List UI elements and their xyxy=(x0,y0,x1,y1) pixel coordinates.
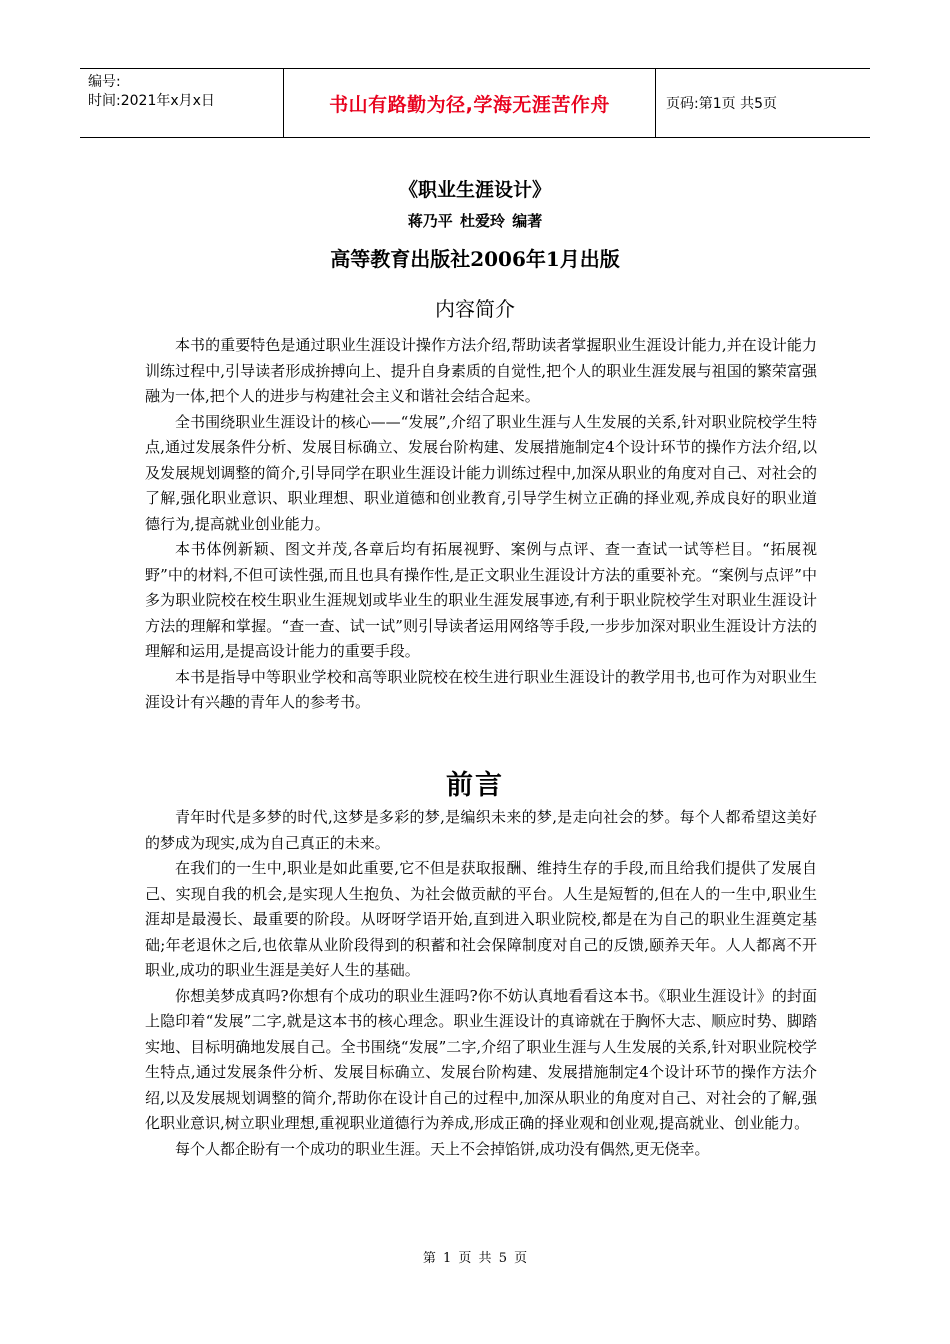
page-footer: 第 1 页 共 5 页 xyxy=(422,1251,528,1266)
preface-paragraph: 每个人都企盼有一个成功的职业生涯。天上不会掉馅饼,成功没有偶然,更无侥幸。 xyxy=(175,1139,710,1158)
preface-paragraph: 你想美梦成真吗?你想有个成功的职业生涯吗?你不妨认真地看看这本书。《职业生涯设计》的封面上隐印着“发展”二字,就是这本书的核心理念。职业生涯设计的真谛就在于胸怀大志、顺应时势、脚踏实地、目标明确地发展自己。全书围绕“发展”二字,介绍了职业生涯与人生发展的关系,针对职业院校学生特点,通过发展条件分析、发展目标确立、发展台阶构建、发展措施制定4个设计环节的操作方法介绍,以及发展规划调整的简介,帮助你在设计自己的过程中,加深从职业的角度对自己、对社会的了解,强化职业意识,树立职业理想,重视职业道德行为养成,形成正确的择业观和创业观,提高就业、创业能力。 xyxy=(145,986,817,1132)
intro-paragraph: 全书围绕职业生涯设计的核心——“发展”,介绍了职业生涯与人生发展的关系,针对职业院校学生特点,通过发展条件分析、发展目标确立、发展台阶构建、发展措施制定4个设计环节的操作方法介绍,以及发展规划调整的简介,引导同学在职业生涯设计能力训练过程中,加深从职业的角度对自己、对社会的了解,强化职业意识、职业理想、职业道德和创业教育,引导学生树立正确的择业观,养成良好的职业道德行为,提高就业创业能力。 xyxy=(145,412,817,533)
preface-body xyxy=(145,805,817,1162)
intro-paragraph: 本书体例新颖、图文并茂,各章后均有拓展视野、案例与点评、查一查试一试等栏目。“拓展视野”中的材料,不但可读性强,而且也具有操作性,是正文职业生涯设计方法的重要补充。“案例与点评”中多为职业院校在校生职业生涯规划或毕业生的职业生涯发展事迹,有利于职业院校学生对职业生涯设计方法的理解和掌握。“查一查、试一试”则引导读者运用网络等手段,一步步加深对职业生涯设计方法的理解和运用,是提高设计能力的重要手段。 xyxy=(145,540,817,660)
intro-heading: 内容简介 xyxy=(435,297,515,321)
intro-paragraph: 本书是指导中等职业学校和高等职业院校在校生进行职业生涯设计的教学用书,也可作为对职业生涯设计有兴趣的青年人的参考书。 xyxy=(145,667,817,711)
book-publisher: 高等教育出版社2006年1月出版 xyxy=(330,247,620,271)
page-label: 页码:第1页 共5页 xyxy=(666,96,777,112)
header-page-cell xyxy=(656,69,870,137)
intro-body xyxy=(145,333,817,716)
time-label: 时间:2021年x月x日 xyxy=(88,93,215,109)
header-motto-cell xyxy=(283,69,656,137)
preface-paragraph: 青年时代是多梦的时代,这梦是多彩的梦,是编织未来的梦,是走向社会的梦。每个人都希望这美好的梦成为现实,成为自己真正的未来。 xyxy=(145,808,817,852)
book-authors: 蒋乃平 杜爱玲 编著 xyxy=(407,212,543,230)
intro-paragraph: 本书的重要特色是通过职业生涯设计操作方法介绍,帮助读者掌握职业生涯设计能力,并在设计能力训练过程中,引导读者形成拚搏向上、提升自身素质的自觉性,把个人的职业生涯发展与祖国的繁荣富强融为一体,把个人的进步与构建社会主义和谐社会结合起来。 xyxy=(145,336,817,405)
preface-paragraph: 在我们的一生中,职业是如此重要,它不但是获取报酬、维持生存的手段,而且给我们提供了发展自己、实现自我的机会,是实现人生抱负、为社会做贡献的平台。人生是短暂的,但在人的一生中,职业生涯却是最漫长、最重要的阶段。从呀呀学语开始,直到进入职业院校,都是在为自己的职业生涯奠定基础;年老退休之后,也依靠从业阶段得到的积蓄和社会保障制度对自己的反馈,颐养天年。人人都离不开职业,成功的职业生涯是美好人生的基础。 xyxy=(145,859,817,979)
header-left-cell xyxy=(80,69,283,137)
preface-heading: 前言 xyxy=(446,770,504,801)
number-label: 编号: xyxy=(88,74,121,90)
motto-text: 书山有路勤为径,学海无涯苦作舟 xyxy=(329,93,610,116)
book-title: 《职业生涯设计》 xyxy=(398,179,551,201)
header-table xyxy=(80,68,870,138)
